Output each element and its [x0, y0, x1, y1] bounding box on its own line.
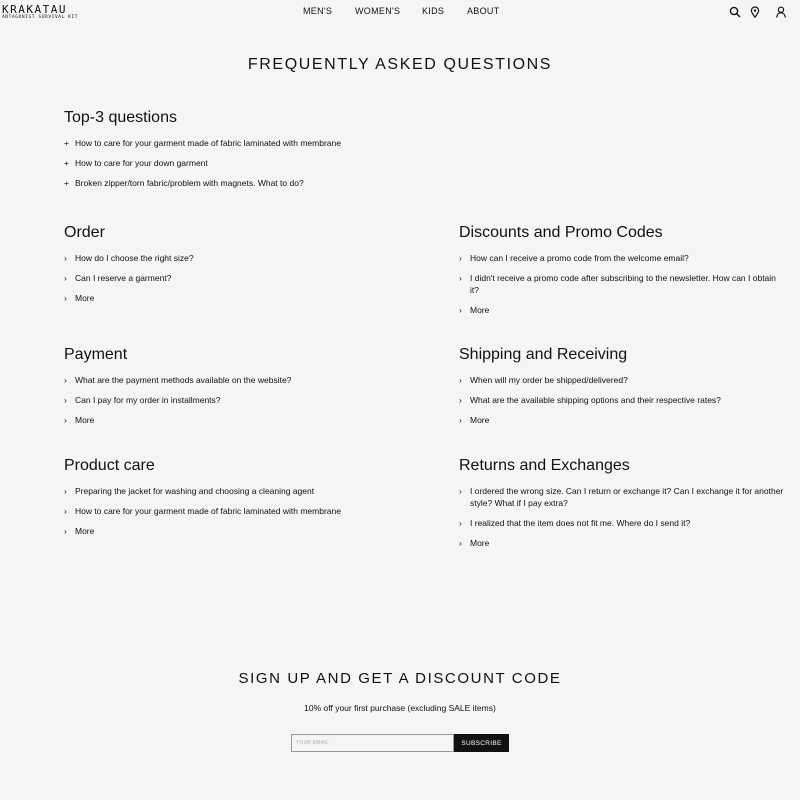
faq-question[interactable]: › I realized that the item does not fit me. Where do I send it?	[459, 518, 691, 528]
more-link[interactable]: › More	[459, 415, 490, 425]
chevron-right-icon: ›	[64, 293, 67, 303]
logo-tagline: ANTAGONIST SURVIVAL KIT	[2, 15, 79, 20]
search-icon[interactable]	[729, 6, 741, 18]
plus-icon: +	[64, 178, 69, 188]
faq-question[interactable]: › What are the payment methods available on the website?	[64, 375, 292, 385]
faq-question[interactable]: › How to care for your garment made of fabric laminated with membrane	[64, 506, 341, 516]
faq-question[interactable]: › Preparing the jacket for washing and choosing a cleaning agent	[64, 486, 315, 496]
chevron-right-icon: ›	[459, 305, 462, 315]
chevron-right-icon: ›	[459, 538, 462, 548]
faq-question[interactable]: + How to care for your down garment	[64, 158, 208, 168]
nav-kids[interactable]: KIDS	[422, 6, 445, 16]
location-pin-icon[interactable]	[749, 6, 761, 18]
chevron-right-icon: ›	[459, 395, 462, 405]
signup-subtitle: 10% off your first purchase (excluding SALE items)	[304, 703, 496, 713]
more-link[interactable]: › More	[64, 526, 95, 536]
faq-question[interactable]: › Can I reserve a garment?	[64, 273, 172, 283]
faq-question[interactable]: › How can I receive a promo code from the welcome email?	[459, 253, 689, 263]
chevron-right-icon: ›	[459, 253, 462, 263]
section-title: Shipping and Receiving	[459, 346, 628, 363]
chevron-right-icon: ›	[459, 518, 462, 528]
chevron-right-icon: ›	[64, 526, 67, 536]
chevron-right-icon: ›	[64, 415, 67, 425]
faq-question[interactable]: + Broken zipper/torn fabric/problem with magnets. What to do?	[64, 178, 304, 188]
faq-question[interactable]: › When will my order be shipped/delivered?	[459, 375, 628, 385]
chevron-right-icon: ›	[64, 395, 67, 405]
faq-question[interactable]: + How to care for your garment made of fabric laminated with membrane	[64, 138, 341, 148]
header	[0, 0, 800, 24]
chevron-right-icon: ›	[459, 375, 462, 385]
nav-womens[interactable]: WOMEN'S	[355, 6, 401, 16]
chevron-right-icon: ›	[459, 273, 462, 283]
signup-title: SIGN UP AND GET A DISCOUNT CODE	[238, 670, 562, 687]
faq-section-order	[64, 223, 404, 312]
faq-question[interactable]: › How do I choose the right size?	[64, 253, 194, 263]
section-title: Order	[64, 224, 105, 241]
section-title: Top-3 questions	[64, 109, 177, 126]
faq-question[interactable]: › I didn't receive a promo code after subscribing to the newsletter. How can I obtain it?	[459, 273, 776, 295]
user-icon[interactable]	[775, 6, 787, 18]
chevron-right-icon: ›	[459, 415, 462, 425]
chevron-right-icon: ›	[64, 506, 67, 516]
nav-about[interactable]: ABOUT	[467, 6, 500, 16]
more-link[interactable]: › More	[459, 305, 490, 315]
plus-icon: +	[64, 158, 69, 168]
faq-question[interactable]: › What are the available shipping options and their respective rates?	[459, 395, 721, 405]
faq-question[interactable]: › I ordered the wrong size. Can I return or exchange it? Can I exchange it for another style? What if I pay extra?	[459, 486, 784, 508]
faq-section-returns	[459, 456, 784, 557]
main-nav	[0, 3, 800, 18]
nav-mens[interactable]: MEN'S	[303, 6, 333, 16]
chevron-right-icon: ›	[64, 273, 67, 283]
more-link[interactable]: › More	[459, 538, 490, 548]
faq-section-discounts	[459, 223, 784, 324]
chevron-right-icon: ›	[64, 253, 67, 263]
more-link[interactable]: › More	[64, 415, 95, 425]
faq-section-top-questions	[64, 108, 424, 197]
logo-wordmark: KRAKATAU	[2, 3, 67, 16]
chevron-right-icon: ›	[459, 486, 462, 496]
section-title: Returns and Exchanges	[459, 457, 630, 474]
more-link[interactable]: › More	[64, 293, 95, 303]
chevron-right-icon: ›	[64, 375, 67, 385]
chevron-right-icon: ›	[64, 486, 67, 496]
section-title: Discounts and Promo Codes	[459, 224, 663, 241]
section-title: Product care	[64, 457, 155, 474]
faq-section-product-care	[64, 456, 404, 545]
plus-icon: +	[64, 138, 69, 148]
subscribe-button[interactable]: SUBSCRIBE	[454, 734, 509, 752]
faq-question[interactable]: › Can I pay for my order in installments?	[64, 395, 221, 405]
faq-page-title: FREQUENTLY ASKED QUESTIONS	[247, 56, 553, 73]
faq-section-payment	[64, 345, 404, 434]
email-input[interactable]	[291, 734, 454, 752]
section-title: Payment	[64, 346, 128, 363]
faq-section-shipping	[459, 345, 784, 434]
newsletter-form	[291, 734, 509, 752]
